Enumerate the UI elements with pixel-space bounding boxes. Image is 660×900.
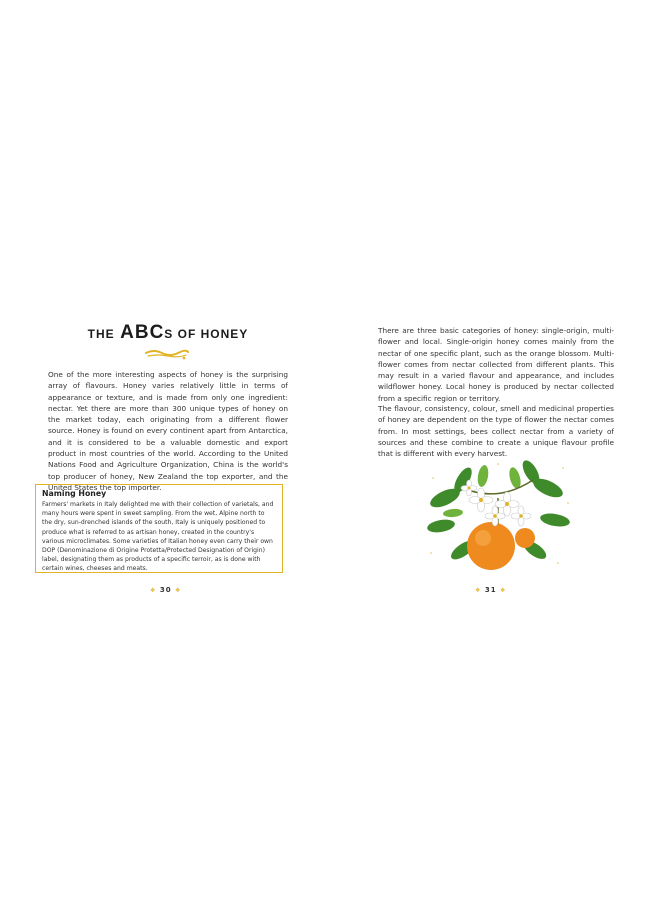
title-part-abc: ABC [120,322,165,343]
orange-blossom-illustration-icon [423,458,573,578]
folio-ornament-icon: ❖ [150,587,157,594]
folio-ornament-icon: ❖ [475,587,482,594]
page-number-text: 30 [159,586,172,594]
page-title [48,322,288,345]
honey-drip-flourish-icon [144,347,190,361]
page-number-text: 31 [484,586,497,594]
naming-honey-sidebar [35,484,283,573]
title-part-of-honey: S OF HONEY [164,327,249,341]
right-page [330,0,660,900]
flavour-paragraph: The flavour, consistency, colour, smell and medicinal properties of honey are dependent on the type of flower the nectar comes from. In most settings, bees collect nectar from a variety of sources and these combine to create a unique flavour profile that is different with every harvest. [378,404,614,459]
title-part-the: THE [87,327,115,341]
page-number-right [475,586,506,594]
folio-ornament-icon: ❖ [175,587,182,594]
sidebar-text: Farmers' markets in Italy delighted me with their collection of varietals, and many hours were spent in sweet sampling. From the wet, Alpine north to the dry, sun-drenched islands of the south, Italy is uniquely positioned to produce what is referred to as artisan honey, created in the country's various microclimates. Some varieties of Italian honey even carry their own DOP (Denominazione di Origine Protetta/Protected Designation of Origin) label, designating them as products of a specific terroir, as is done with certain wines, cheeses and meats. [42,501,274,573]
page-number-left [150,586,181,594]
categories-paragraph: There are three basic categories of honey: single-origin, multi-flower and local. Single-origin honey comes mainly from the nectar of one specific plant, such as the orange blossom. Multi-flower comes from nectar collected from different plants. This may result in a varied flavour and appearance, and includes wildflower honey. Local honey is produced by nectar collected from a specific region or territory. [378,326,614,403]
intro-paragraph: One of the more interesting aspects of honey is the surprising array of flavours. Honey varies relatively little in terms of appearance or texture, and is made from only one ingredient: nectar. Yet there are more than 300 unique types of honey on the market today, each originating from a different flower source. Honey is found on every continent apart from Antarctica, and it is considered to be a valuable domestic and export product in most countries of the world. According to the United Nations Food and Agriculture Organization, China is the world's top producer of honey, New Zealand the top exporter, and the United States the top importer. [48,370,288,492]
folio-ornament-icon: ❖ [500,587,507,594]
sidebar-title: Naming Honey [42,489,107,498]
